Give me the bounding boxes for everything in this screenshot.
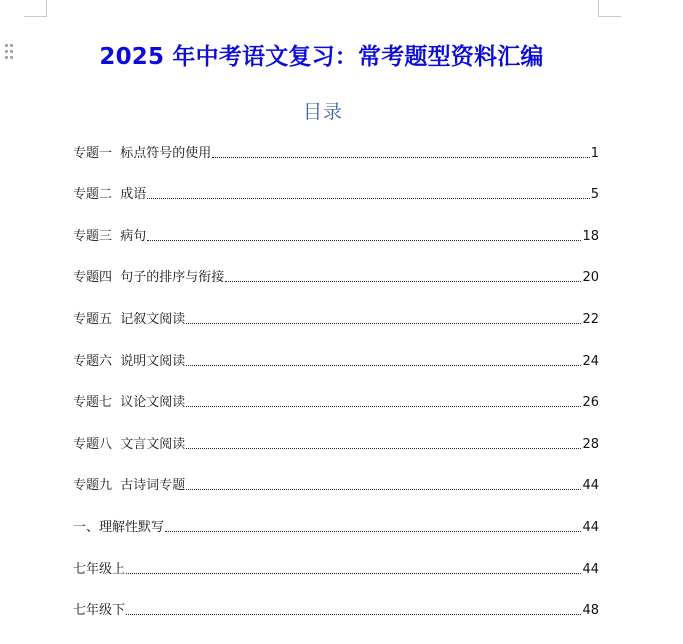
toc-entry-page: 22	[582, 311, 599, 327]
toc-dot-leader	[126, 573, 581, 574]
table-of-contents	[73, 141, 599, 640]
toc-entry[interactable]	[73, 349, 599, 391]
toc-entry-page: 26	[582, 395, 599, 411]
toc-entry[interactable]	[73, 141, 599, 183]
toc-entry-page: 44	[582, 561, 599, 577]
toc-entry[interactable]	[73, 515, 599, 557]
toc-dot-leader	[165, 531, 581, 532]
toc-entry-label: 专题六 说明文阅读	[73, 353, 186, 369]
toc-entry-page: 1	[590, 145, 599, 161]
toc-entry-page: 24	[582, 353, 599, 369]
toc-entry-page: 18	[582, 228, 599, 244]
toc-entry-label: 专题七 议论文阅读	[73, 395, 186, 411]
toc-dot-leader	[186, 323, 581, 324]
toc-entry-page: 5	[590, 187, 599, 203]
toc-dot-leader	[186, 448, 581, 449]
toc-entry-page: 28	[582, 436, 599, 452]
toc-entry-page: 44	[582, 519, 599, 535]
toc-entry[interactable]	[73, 599, 599, 641]
toc-entry-label: 专题四 句子的排序与衔接	[73, 270, 225, 286]
toc-entry-label: 专题一 标点符号的使用	[73, 145, 212, 161]
page-corner-mark-top-left	[24, 0, 47, 17]
toc-entry-label: 专题九 古诗词专题	[73, 478, 186, 494]
toc-entry-label: 七年级上	[73, 561, 126, 577]
toc-entry[interactable]	[73, 432, 599, 474]
toc-entry-label: 专题三 病句	[73, 228, 147, 244]
toc-entry-page: 44	[582, 478, 599, 494]
toc-entry[interactable]	[73, 307, 599, 349]
toc-heading: 目录	[302, 101, 343, 123]
toc-entry-page: 48	[582, 603, 599, 619]
toc-dot-leader	[147, 240, 581, 241]
toc-entry-label: 专题八 文言文阅读	[73, 436, 186, 452]
toc-entry-label: 一、理解性默写	[73, 519, 165, 535]
toc-entry-label: 七年级下	[73, 603, 126, 619]
document-title: 2025 年中考语文复习：常考题型资料汇编	[99, 44, 544, 70]
toc-entry[interactable]	[73, 266, 599, 308]
toc-entry-label: 专题五 记叙文阅读	[73, 311, 186, 327]
toc-dot-leader	[186, 406, 581, 407]
toc-entry[interactable]	[73, 224, 599, 266]
toc-entry[interactable]	[73, 183, 599, 225]
toc-dot-leader	[126, 614, 581, 615]
toc-dot-leader	[186, 489, 581, 490]
toc-dot-leader	[186, 365, 581, 366]
page-corner-mark-top-right	[598, 0, 621, 17]
toc-entry[interactable]	[73, 391, 599, 433]
toc-entry[interactable]	[73, 557, 599, 599]
toc-dot-leader	[212, 157, 589, 158]
toc-entry-label: 专题二 成语	[73, 187, 147, 203]
toc-entry[interactable]	[73, 474, 599, 516]
toc-dot-leader	[147, 198, 589, 199]
toc-dot-leader	[225, 281, 581, 282]
toc-entry-page: 20	[582, 270, 599, 286]
